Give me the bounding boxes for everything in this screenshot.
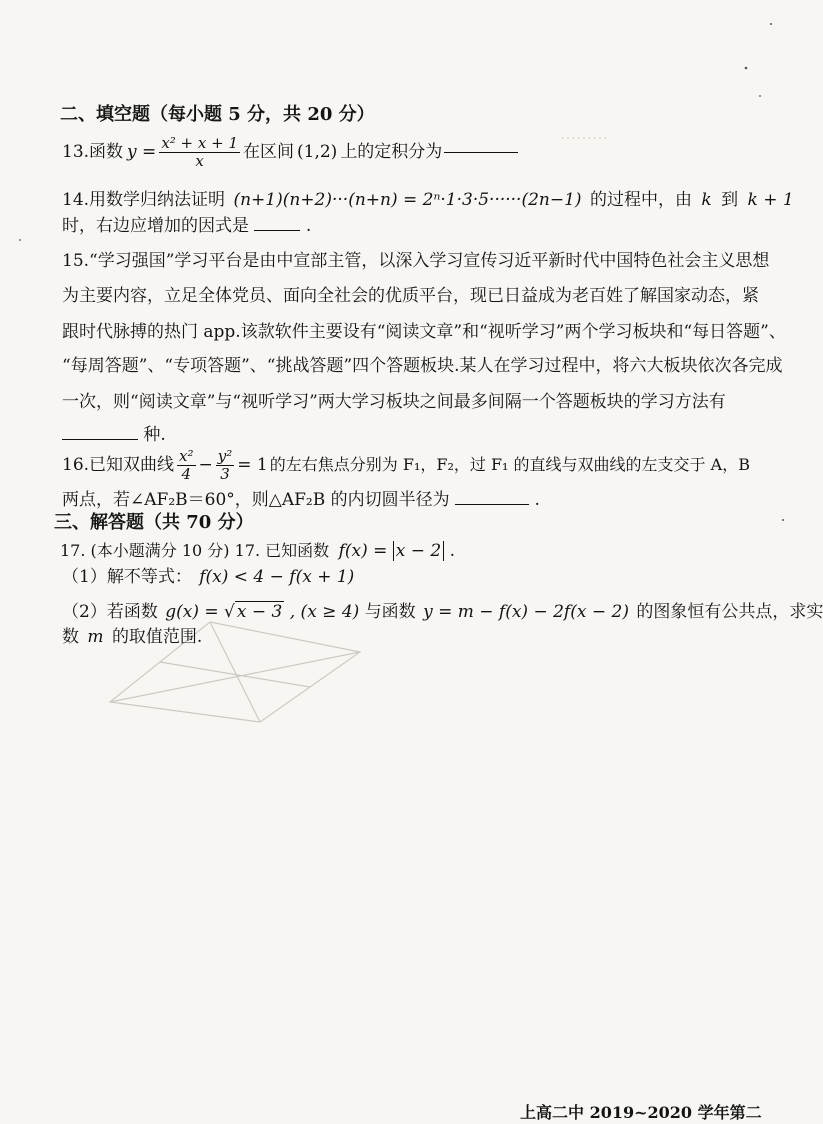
- q15-line3: 跟时代脉搏的热门 app.该款软件主要设有“阅读文章”和“视听学习”两个学习板块和“每日答题”、: [62, 322, 786, 342]
- q17-part1-expr: f(x) < 4 − f(x + 1): [199, 567, 355, 587]
- q17-part2-tail: 的图象恒有公共点，求实: [636, 602, 823, 622]
- q16-lead: 16.已知双曲线: [62, 454, 175, 475]
- q13-interval: (1,2): [297, 141, 338, 162]
- q14-k-plus-1: k + 1: [747, 190, 794, 210]
- q17-header-text: 17. (本小题满分 10 分) 17. 已知函数: [60, 541, 330, 560]
- q17-m: m: [87, 627, 104, 647]
- sqrt-sign-icon: √: [224, 602, 235, 622]
- q14-formula: (n+1)(n+2)···(n+n) = 2ⁿ·1·3·5······(2n−1): [233, 190, 582, 210]
- q17-part2-mid: 与函数: [364, 602, 416, 622]
- q16-line2-text: 两点，若∠AF₂B＝60°，则△AF₂B 的内切圆半径为: [62, 490, 450, 510]
- q14-mid: 的过程中，由: [589, 190, 692, 210]
- q17-header-end: .: [449, 541, 456, 561]
- bleed-through-text: ………: [560, 124, 608, 143]
- q13-frac-numerator: x² + x + 1: [161, 134, 238, 152]
- q17-gx: g(x) =: [165, 602, 219, 622]
- q17-line3-b: 的取值范围.: [111, 627, 203, 647]
- q17-sqrt-inner: x − 3: [236, 602, 283, 622]
- q16-frac-x-num: x²: [179, 447, 194, 465]
- section-title-fill-blank: 二、填空题（每小题 5 分，共 20 分）: [60, 104, 375, 125]
- q17-domain: , (x ≥ 4): [289, 602, 360, 622]
- q16-period: .: [534, 490, 540, 510]
- q14-k: k: [701, 190, 712, 210]
- q14-to: 到: [721, 190, 739, 210]
- q14-line2-text: 时，右边应增加的因式是: [62, 216, 249, 236]
- q17-part2-label: （2）若函数: [62, 602, 158, 622]
- q13-frac-denominator: x: [195, 151, 204, 170]
- q15-line4: “每周答题”、“专项答题”、“挑战答题”四个答题板块.某人在学习过程中，将六大板块依次各完成: [62, 356, 783, 376]
- q17-fx: f(x) =: [338, 541, 388, 561]
- q15-tail: 种.: [143, 425, 166, 445]
- section-title-answer: 三、解答题（共 70 分）: [54, 512, 254, 533]
- q13-number: 13.: [62, 141, 90, 162]
- q16-mid: 的左右焦点分别为 F₁，F₂，过 F₁ 的直线与双曲线的左支交于 A，B: [269, 455, 750, 475]
- q17-line3-a: 数: [62, 627, 79, 647]
- q13-tail: 上的定积分为: [340, 141, 443, 162]
- q13-y-eq: y =: [127, 141, 157, 162]
- q16-frac-x-den: 4: [181, 464, 192, 483]
- q16-minus: −: [198, 454, 213, 475]
- q15-line5: 一次，则“阅读文章”与“视听学习”两大学习板块之间最多间隔一个答题板块的学习方法有: [62, 392, 726, 412]
- q16-eq: = 1: [237, 454, 268, 475]
- page-footer: 上高二中 2019~2020 学年第二: [520, 1103, 762, 1122]
- q14-lead: 14.用数学归纳法证明: [62, 190, 226, 210]
- q14-period: .: [305, 216, 312, 236]
- q13-mid: 在区间: [243, 141, 294, 162]
- q15-line2: 为主要内容，立足全体党员、面向全社会的优质平台，现已日益成为老百姓了解国家动态，紧: [62, 286, 759, 306]
- q16-frac-y-num: y²: [217, 447, 233, 465]
- q16-frac-y-den: 3: [220, 464, 230, 483]
- q17-part1-label: （1）解不等式：: [62, 567, 192, 587]
- q15-line1: 15.“学习强国”学习平台是由中宣部主管，以深入学习宣传习近平新时代中国特色社会主义思想: [62, 251, 770, 271]
- q13-lead: 函数: [89, 141, 124, 162]
- q17-abs-expr: x − 2: [393, 541, 444, 561]
- q17-part2-expr: y = m − f(x) − 2f(x − 2): [423, 602, 629, 622]
